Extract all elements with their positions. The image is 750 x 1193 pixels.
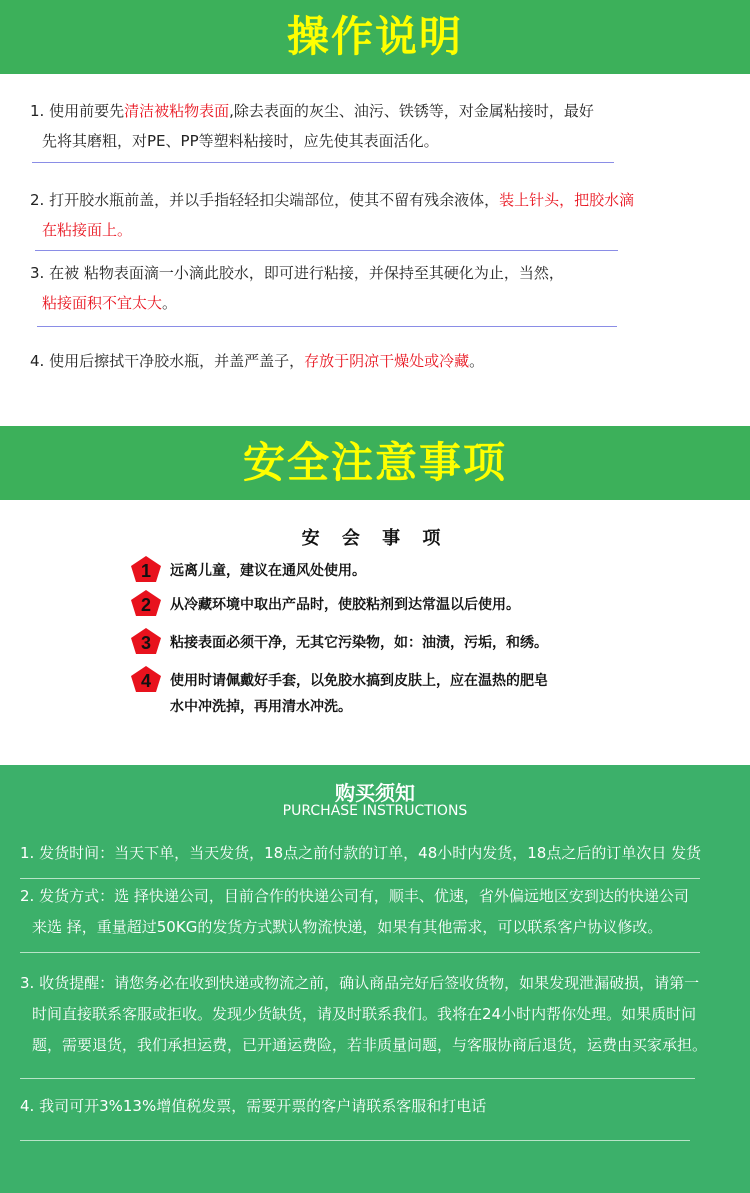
divider <box>37 326 617 327</box>
safety-item-text: 远离儿童，建议在通风处使用。 <box>170 563 366 579</box>
op-4-text: 4. 使用后擦拭干净胶水瓶，并盖严盖子， <box>30 352 305 370</box>
badge-pentagon-icon <box>130 555 162 583</box>
op-3-end: 。 <box>162 294 178 312</box>
svg-text:2: 2 <box>140 595 152 615</box>
op-item-3 <box>30 258 564 318</box>
op-3-highlight: 粘接面积不宜太大 <box>42 294 163 312</box>
op-item-1 <box>30 96 594 156</box>
op-1-line2: 先将其磨粗，对PE、PP等塑料粘接时，应先使其表面活化。 <box>42 132 439 150</box>
op-item-2 <box>30 185 634 245</box>
svg-text:1: 1 <box>140 561 152 581</box>
op-item-4 <box>30 346 484 376</box>
op-2-text: 2. 打开胶水瓶前盖，并以手指轻轻扣尖端部位，使其不留有残余液体， <box>30 191 500 209</box>
badge-pentagon-icon <box>130 665 162 693</box>
svg-text:4: 4 <box>140 671 152 691</box>
safety-banner: 安全注意事项 <box>0 426 750 500</box>
safety-item-text: 从冷藏环境中取出产品时，使胶粘剂到达常温以后使用。 <box>170 597 520 613</box>
divider <box>20 952 700 953</box>
purchase-section <box>0 765 750 1193</box>
op-1-highlight: 清洁被粘物表面 <box>124 102 230 120</box>
divider <box>20 1078 695 1079</box>
safety-section <box>0 500 750 765</box>
purchase-subtitle: PURCHASE INSTRUCTIONS <box>282 803 468 819</box>
purchase-item-1: 1. 发货时间：当天下单，当天发货，18点之前付款的订单，48小时内发货，18点之后的订单次日 发货 <box>20 844 702 862</box>
badge-pentagon-icon <box>130 627 162 655</box>
op-1-text-b: ,除去表面的灰尘、油污、铁锈等，对金属粘接时，最好 <box>229 102 594 120</box>
safety-item-text: 粘接表面必须干净，无其它污染物，如：油渍，污垢，和绣。 <box>170 635 548 651</box>
operation-section <box>0 74 750 426</box>
op-2-highlight: 装上针头，把胶水滴 <box>499 191 635 209</box>
purchase-item-4: 4. 我司可开3%13%增值税发票，需要开票的客户请联系客服和打电话 <box>20 1097 487 1115</box>
op-4-highlight: 存放于阴凉干燥处或冷藏 <box>304 352 470 370</box>
svg-text:3: 3 <box>140 633 152 653</box>
op-4-end: 。 <box>469 352 485 370</box>
safety-item-text: 使用时请佩戴好手套，以免胶水搞到皮肤上，应在温热的肥皂 水中冲洗掉，再用清水冲洗。 <box>170 673 548 715</box>
purchase-title: 购买须知 <box>335 781 415 805</box>
purchase-item-3: 3. 收货提醒：请您务必在收到快递或物流之前，确认商品完好后签收货物，如果发现泄漏破损，请第一 时间直接联系客服或拒收。发现少货缺货，请及时联系我们。我将在24小时内帮你处理。如果质时问 题，需要退货，我们承担运费，已开通运费险，若非质量问题，与客服协商后退货，运费由买家承担。 <box>20 974 708 1054</box>
divider <box>35 250 618 251</box>
operation-banner: 操作说明 <box>0 0 750 74</box>
divider <box>20 878 700 879</box>
divider <box>32 162 614 163</box>
op-1-text: 1. 使用前要先 <box>30 102 125 120</box>
purchase-item-2: 2. 发货方式：选 择快递公司，目前合作的快递公司有，顺丰、优速，省外偏远地区安到达的快递公司 来选 择，重量超过50KG的发货方式默认物流快递，如果有其他需求，可以联系客户协议修改。 <box>20 887 689 936</box>
op-3-text: 3. 在被 粘物表面滴一小滴此胶水，即可进行粘接，并保持至其硬化为止，当然， <box>30 264 564 282</box>
safety-title: 安 会 事 项 <box>301 528 449 549</box>
divider <box>20 1140 690 1141</box>
op-2-line2: 在粘接面上。 <box>42 221 133 239</box>
badge-pentagon-icon <box>130 589 162 617</box>
